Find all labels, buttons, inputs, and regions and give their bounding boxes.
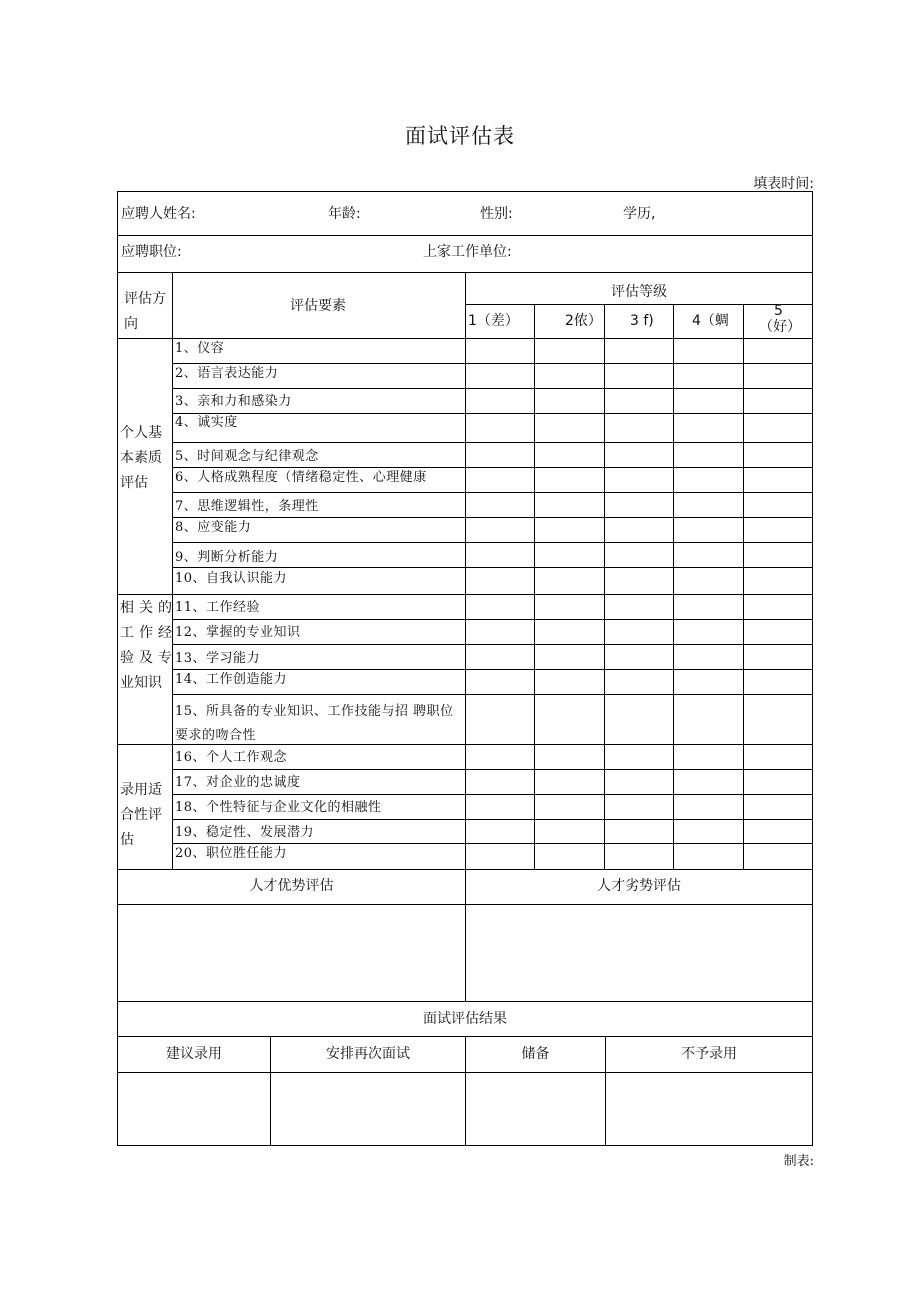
row-line <box>173 843 812 844</box>
item-9: 9、判断分析能力 <box>175 550 279 565</box>
position-field[interactable]: 应聘职位: <box>121 244 182 260</box>
form-title: 面试评估表 <box>405 124 515 148</box>
item-8: 8、应变能力 <box>175 520 252 535</box>
item-19: 19、稳定性、发展潜力 <box>175 825 315 840</box>
row-line <box>173 542 812 543</box>
grade-5-header: 5（好） <box>759 303 801 335</box>
item-7: 7、思维逻辑性，条理性 <box>175 499 319 514</box>
item-15: 15、所具备的专业知识、工作技能与招 聘职位要求的吻合性 <box>175 704 454 743</box>
column-line <box>534 304 535 869</box>
weaknesses-input-area[interactable] <box>466 905 812 1001</box>
divider <box>118 235 812 236</box>
row-line <box>173 819 812 820</box>
education-field[interactable]: 学历, <box>623 206 656 222</box>
direction-header: 评估方向 <box>124 291 166 332</box>
row-line <box>173 669 812 670</box>
option-recommend-hire[interactable]: 建议录用 <box>166 1046 222 1062</box>
option-not-hire[interactable]: 不予录用 <box>681 1046 737 1062</box>
item-2: 2、语言表达能力 <box>175 366 279 381</box>
grade-3-header: 3 f) <box>630 313 654 329</box>
strengths-input-area[interactable] <box>118 905 465 1001</box>
grade-1-header: 1（差） <box>468 313 519 329</box>
gender-field[interactable]: 性别: <box>480 206 513 222</box>
applicant-name-field[interactable]: 应聘人姓名: <box>121 206 196 222</box>
fill-time-label: 填表时间: <box>753 176 814 192</box>
row-line <box>173 619 812 620</box>
weaknesses-header: 人才劣势评估 <box>597 878 681 894</box>
column-line <box>465 1036 466 1145</box>
item-16: 16、个人工作观念 <box>175 750 288 765</box>
row-line <box>173 363 812 364</box>
grade-header: 评估等级 <box>611 284 667 300</box>
last-employer-field[interactable]: 上家工作单位: <box>423 244 512 260</box>
option-second-interview[interactable]: 安排再次面试 <box>326 1046 410 1062</box>
column-line <box>604 304 605 869</box>
item-6: 6、人格成熟程度（情绪稳定性、心理健康 <box>175 470 427 485</box>
item-14: 14、工作创造能力 <box>175 672 288 687</box>
item-20: 20、职位胜任能力 <box>175 846 288 861</box>
row-line <box>173 644 812 645</box>
item-4: 4、诚实度 <box>175 415 238 430</box>
row-line <box>173 794 812 795</box>
row-line <box>173 517 812 518</box>
row-line <box>173 492 812 493</box>
strengths-header: 人才优势评估 <box>249 878 334 894</box>
age-field[interactable]: 年龄: <box>328 206 361 222</box>
maker-label: 制表: <box>783 1154 814 1169</box>
column-line <box>465 272 466 869</box>
row-line <box>173 769 812 770</box>
item-17: 17、对企业的忠诚度 <box>175 775 301 790</box>
item-10: 10、自我认识能力 <box>175 571 288 586</box>
elements-header: 评估要素 <box>290 298 346 314</box>
category-experience-knowledge: 相关的工作经验及专业知识 <box>120 600 172 691</box>
option-reserve[interactable]: 储备 <box>521 1046 550 1062</box>
category-personal-quality: 个人基本素质评估 <box>120 425 162 491</box>
item-12: 12、掌握的专业知识 <box>175 625 301 640</box>
column-line <box>743 304 744 869</box>
divider <box>118 1001 812 1002</box>
row-line <box>173 467 812 468</box>
item-5: 5、时间观念与纪律观念 <box>175 449 319 464</box>
item-18: 18、个性特征与企业文化的相融性 <box>175 800 382 815</box>
row-line <box>173 413 812 414</box>
grade-4-header: 4（蜩 <box>692 313 729 329</box>
column-line <box>172 272 173 869</box>
interview-evaluation-form <box>117 191 813 1146</box>
column-line <box>673 304 674 869</box>
row-line <box>173 694 812 695</box>
item-11: 11、工作经验 <box>175 600 261 615</box>
row-line <box>173 442 812 443</box>
grade-2-header: 2侬） <box>565 313 602 329</box>
row-line <box>173 567 812 568</box>
item-13: 13、学习能力 <box>175 651 261 666</box>
item-3: 3、亲和力和感染力 <box>175 394 292 409</box>
row-line <box>173 388 812 389</box>
category-hiring-fit: 录用适合性评估 <box>120 782 162 848</box>
item-1: 1、仪容 <box>175 341 225 356</box>
column-line <box>270 1036 271 1145</box>
result-header: 面试评估结果 <box>423 1011 507 1027</box>
column-line <box>605 1036 606 1145</box>
